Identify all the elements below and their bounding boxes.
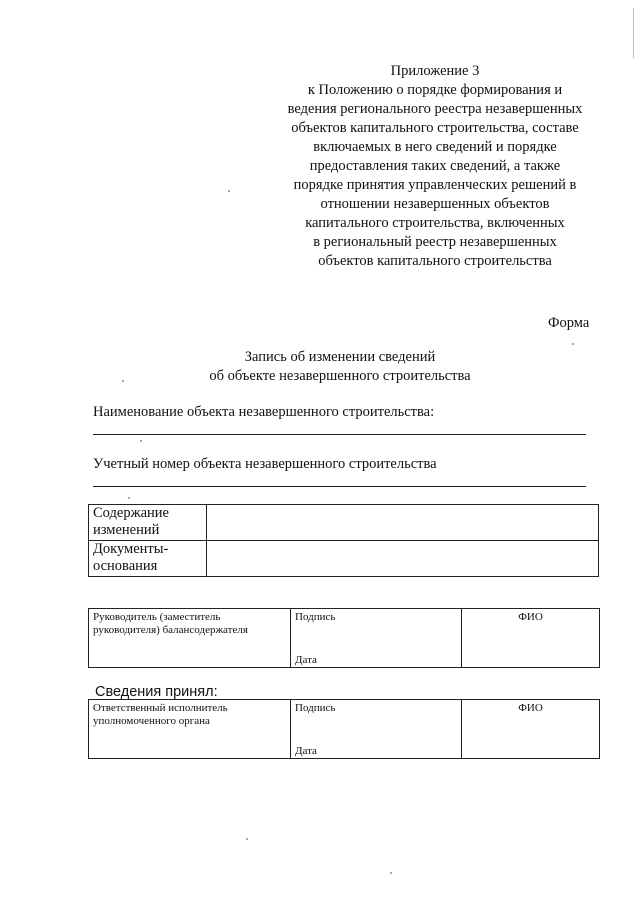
appendix-line: отношении незавершенных объектов: [320, 196, 550, 212]
label-line: основания: [93, 558, 158, 574]
form-title: [150, 348, 530, 386]
appendix-line: ведения регионального реестра незавершенных: [287, 101, 583, 117]
form-title-line1: Запись об изменении сведений: [244, 349, 436, 365]
scan-speck: [246, 838, 248, 840]
table-row: [89, 609, 600, 668]
signature-label: Подпись: [295, 702, 336, 714]
appendix-line: порядке принятия управленческих решений в: [293, 177, 577, 193]
role-line: Руководитель (заместитель: [93, 611, 221, 623]
account-number-line[interactable]: [93, 486, 586, 487]
table-row: [89, 541, 599, 577]
form-title-line2: об объекте незавершенного строительства: [209, 368, 471, 384]
received-label: Сведения принял:: [95, 684, 218, 700]
date-label: Дата: [295, 654, 317, 666]
role-line: Ответственный исполнитель: [93, 702, 228, 714]
table-row: [89, 700, 600, 759]
appendix-line: в региональный реестр незавершенных: [313, 234, 557, 250]
label-line: Содержание: [93, 505, 169, 521]
role-line: уполномоченного органа: [93, 715, 210, 727]
signature-table-manager: [88, 608, 600, 668]
signature-table-officer: [88, 699, 600, 759]
scan-speck: [572, 343, 574, 345]
object-name-label: Наименование объекта незавершенного строительства:: [93, 404, 435, 420]
appendix-line: объектов капитального строительства, составе: [291, 120, 579, 136]
basis-documents-value[interactable]: [207, 541, 599, 577]
signature-label: Подпись: [295, 611, 336, 623]
page-edge-mark: [629, 8, 634, 58]
account-number-label: Учетный номер объекта незавершенного строительства: [93, 456, 437, 472]
scan-speck: [140, 440, 142, 442]
manager-signature-cell[interactable]: [291, 609, 462, 668]
appendix-line: капитального строительства, включенных: [305, 215, 565, 231]
officer-fio-cell[interactable]: [462, 700, 600, 759]
scan-speck: [228, 190, 230, 192]
label-line: Документы-: [93, 541, 169, 557]
changes-content-label: [89, 505, 207, 541]
scan-speck: [128, 497, 130, 499]
appendix-line: предоставления таких сведений, а также: [309, 158, 561, 174]
scan-speck: [122, 380, 124, 382]
scan-speck: [390, 872, 392, 874]
officer-role-cell: [89, 700, 291, 759]
table-row: [89, 505, 599, 541]
date-label: Дата: [295, 745, 317, 757]
basis-documents-label: [89, 541, 207, 577]
fio-label: ФИО: [518, 702, 543, 714]
label-line: изменений: [93, 522, 160, 538]
fio-label: ФИО: [518, 611, 543, 623]
officer-signature-cell[interactable]: [291, 700, 462, 759]
changes-table: [88, 504, 599, 577]
appendix-line: Приложение 3: [390, 63, 480, 79]
manager-fio-cell[interactable]: [462, 609, 600, 668]
appendix-line: включаемых в него сведений и порядке: [313, 139, 557, 155]
manager-role-cell: [89, 609, 291, 668]
form-label: Форма: [548, 315, 590, 331]
appendix-line: к Положению о порядке формирования и: [307, 82, 563, 98]
changes-content-value[interactable]: [207, 505, 599, 541]
object-name-line[interactable]: [93, 434, 586, 435]
role-line: руководителя) балансодержателя: [93, 624, 248, 636]
appendix-header: [270, 62, 600, 271]
appendix-line: объектов капитального строительства: [318, 253, 552, 269]
